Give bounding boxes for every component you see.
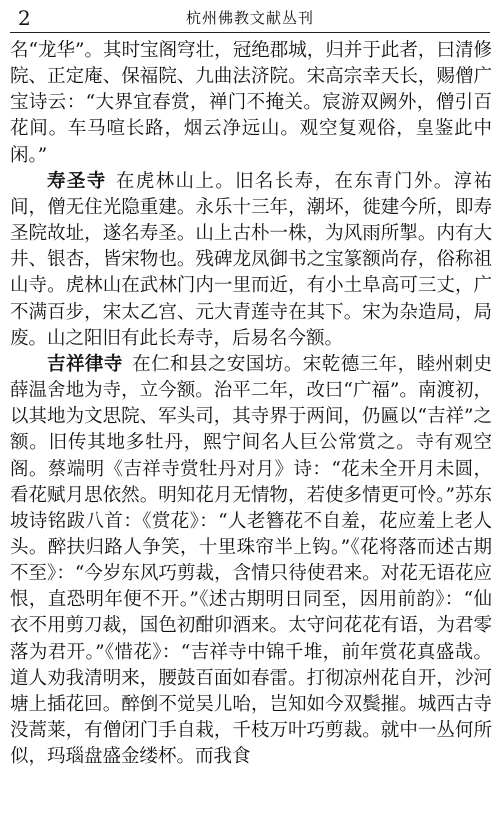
running-title: 杭州佛教文献丛刊 (185, 9, 314, 27)
page-number: 2 (18, 6, 31, 30)
entry-text-jixiang: 在仁和县之安国坊。宋乾德三年，睦州刺史薛温舍地为寺，立今额。治平二年，改曰“广福”。南渡初，以其地为文思院、军头司，其寺界于两间，仍匾以“吉祥”之额。旧传其地多牡丹，熙宁间名人巨公常赏之。寺有观空阁。蔡端明《吉祥寺赏牡丹对月》诗：“花未全开月未圆，看花赋月思依然。明知花月无情物，若使多情更可怜。”苏东坡诗铭跋八首：《赏花》：“人老簪花不自羞，花应羞上老人头。醉扶归路人争笑，十里珠帘半上钩。”《花将落而述古期不至》：“今岁东风巧剪裁，含情只待使君来。对花无语花应恨，直恐明年便不开。”《述古期明日同至，因用前韵》：“仙衣不用剪刀裁，国色初酣卯酒来。太守问花花有语，为君零落为君开。”《惜花》：“吉祥寺中锦千堆，前年赏花真盛哉。道人劝我清明来，腰鼓百面如春雷。打彻凉州花自开，沙河塘上插花回。醉倒不觉吴儿咍，岂知如今双鬓摧。城西古寺没蒿莱，有僧闭门手自栽，千枝万叶巧剪裁。就中一丛何所似，玛瑙盘盛金缕杯。而我食 (10, 353, 492, 768)
entry-text-shousheng: 在虎林山上。旧名长寿，在东青门外。淳祐间，僧无住光隐重建。永乐十三年，潮坏，徙建今所，即寿圣院故址，遂名寿圣。山上古朴一株，为风雨所掣。内有大井、银杏，皆宋物也。残碑龙凤御书之宝篆额尚存，俗称祖山寺。虎林山在武林门内一里而近，有小土阜高可三丈，广不满百步，宋太乙宫、元大青莲寺在其下。宋为杂造局，局废。山之阳旧有此长寿寺，后易名今额。 (10, 170, 492, 349)
body-text (10, 38, 492, 770)
header-rule (10, 32, 490, 33)
page-header (10, 4, 490, 34)
entry-title-jixiang: 吉祥律寺 (47, 353, 123, 375)
entry-shousheng-temple (10, 169, 492, 352)
paragraph-longhua-continuation: 名“龙华”。其时宝阁穹壮，冠绝郡城，归并于此者，曰清修院、正定庵、保福院、九曲法济院。宋高宗幸天长，赐僧广宝诗云：“大界宜春赏，禅门不掩关。宸游双阙外，僧引百花间。车马喧长路，烟云净远山。观空复观俗，皇鉴此中闲。” (10, 40, 492, 166)
entry-jixiang-temple (10, 352, 492, 771)
entry-title-shousheng: 寿圣寺 (47, 170, 107, 192)
